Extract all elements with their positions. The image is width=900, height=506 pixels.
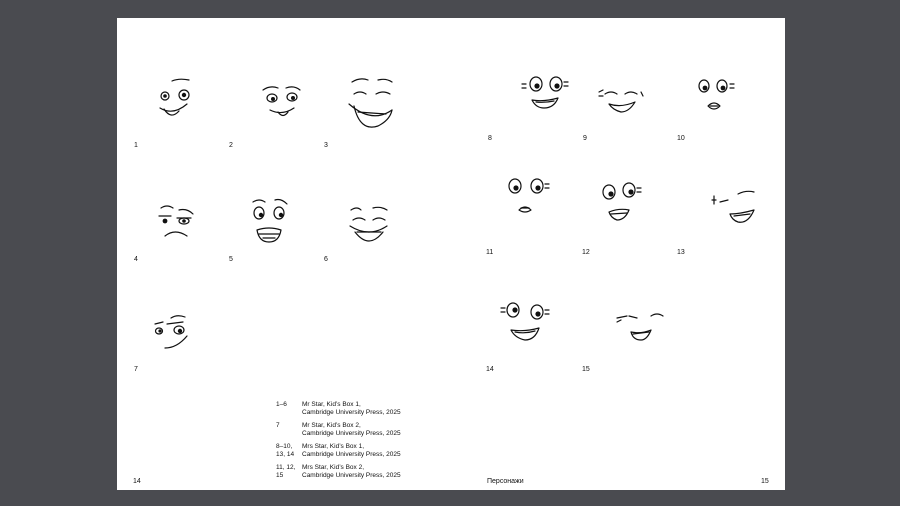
credit-source: Mrs Star, Kid’s Box 1, Cambridge University Press, 2025: [302, 443, 401, 458]
figure-number: 6: [324, 256, 328, 263]
face-illustration-14: [499, 298, 553, 346]
face-illustration-10: [694, 74, 740, 116]
credit-source: Mr Star, Kid’s Box 2, Cambridge University Press, 2025: [302, 422, 401, 437]
credit-range: 7: [276, 422, 280, 429]
figure-number: 11: [486, 249, 494, 256]
image-credits: [276, 401, 401, 485]
face-illustration-9: [599, 84, 645, 114]
face-illustration-6: [347, 204, 391, 246]
face-illustration-4: [157, 202, 199, 244]
book-spread: [117, 18, 785, 490]
figure-number: 10: [677, 135, 685, 142]
running-title: Персонажи: [487, 478, 524, 485]
figure-number: 9: [583, 135, 587, 142]
face-illustration-12: [595, 178, 645, 224]
figure-number: 15: [582, 366, 590, 373]
face-illustration-3: [346, 76, 396, 134]
left-page-number: 14: [133, 478, 141, 485]
figure-number: 2: [229, 142, 233, 149]
figure-number: 3: [324, 142, 328, 149]
face-illustration-11: [501, 174, 553, 220]
figure-number: 14: [486, 366, 494, 373]
credit-row: [276, 443, 401, 459]
face-illustration-2: [258, 82, 304, 122]
figure-number: 8: [488, 135, 492, 142]
credit-range: 1–6: [276, 401, 287, 408]
figure-number: 1: [134, 142, 138, 149]
face-illustration-7: [153, 314, 195, 354]
right-page-number: 15: [761, 478, 769, 485]
figure-number: 13: [677, 249, 685, 256]
face-illustration-13: [710, 186, 762, 226]
face-illustration-8: [520, 74, 570, 114]
credit-range: 8–10, 13, 14: [276, 443, 295, 458]
credit-row: [276, 401, 401, 417]
figure-number: 12: [582, 249, 590, 256]
face-illustration-5: [251, 196, 291, 246]
figure-number: 7: [134, 366, 138, 373]
credit-source: Mrs Star, Kid’s Box 2, Cambridge University Press, 2025: [302, 464, 401, 479]
face-illustration-15: [615, 310, 665, 344]
face-illustration-1: [155, 76, 199, 126]
credit-row: [276, 464, 401, 480]
credit-row: [276, 422, 401, 438]
figure-number: 4: [134, 256, 138, 263]
credit-source: Mr Star, Kid’s Box 1, Cambridge University Press, 2025: [302, 401, 401, 416]
credit-range: 11, 12, 15: [276, 464, 296, 479]
figure-number: 5: [229, 256, 233, 263]
